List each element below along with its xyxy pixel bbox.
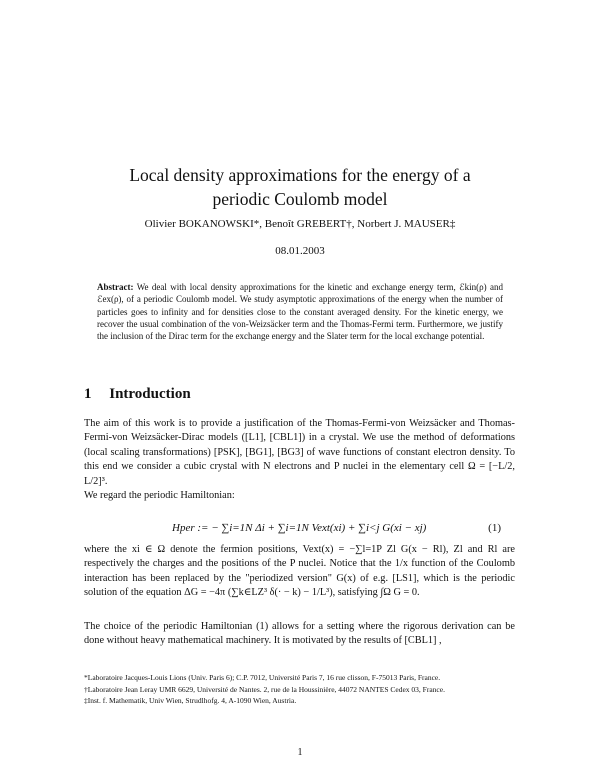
author-list: Olivier BOKANOWSKI*, Benoît GREBERT†, Norbert J. MAUSER‡: [144, 218, 456, 230]
page-number: 1: [297, 747, 303, 758]
footnote-3: ‡Inst. f. Mathematik, Univ Wien, Strudlhofg. 4, A-1090 Wien, Austria.: [84, 696, 297, 706]
footnote-1: *Laboratoire Jacques-Louis Lions (Univ. Paris 6); C.P. 7012, Université Paris 7, 16 rue clisson, F-75013 Paris, France.: [84, 673, 441, 682]
section-number: 1: [84, 386, 92, 402]
footnotes: [84, 673, 515, 708]
paragraph-hamiltonian-lead: We regard the periodic Hamiltonian:: [84, 490, 235, 501]
paper-date: 08.01.2003: [275, 245, 325, 257]
abstract-label: Abstract:: [97, 282, 134, 292]
paragraph-motivation: The choice of the periodic Hamiltonian (1) allows for a setting where the rigorous derivation can be done without heavy mathematical machinery. It is motivated by the results of [CBL1] ,: [84, 621, 515, 647]
abstract-text: We deal with local density approximations for the kinetic and exchange energy term, ℰkin(ρ) and ℰex(ρ), of a periodic Coulomb model. We study asymptotic approximations of the energy when the number of particles goes to infinity and for densities close to the constant averaged density. For the kinetic energy, we recover the usual combination of the von-Weizsäcker term and the Thomas-Fermi term. Furthermore, we justify the inclusion of the Dirac term for the exchange energy and the Slater term for the local exchange potential.: [97, 282, 504, 342]
paper-title: Local density approximations for the energy of a periodic Coulomb model: [129, 165, 471, 209]
paragraph-intro: The aim of this work is to provide a justification of the Thomas-Fermi-von Weizsäcker and Thomas-Fermi-von Weizsäcker-Dirac models ([L1], [CBL1]) in a crystal. We use the method of deformations (local scaling transformations) [PSK], [BG1], [BG3] of wave functions of constant electron density. To this end we consider a cubic crystal with N electrons and P nuclei in the elementary cell Ω = [−L/2, L/2]³.: [84, 418, 515, 487]
footnote-2: †Laboratoire Jean Leray UMR 6629, Université de Nantes. 2, rue de la Houssinière, 44072 NANTES Cedex 03, France.: [84, 684, 445, 694]
equation-hamiltonian: Hper := − ∑i=1N Δi + ∑i=1N Vext(xi) + ∑i<j G(xi − xj): [172, 522, 427, 534]
equation-number: (1): [488, 522, 501, 534]
section-heading: [84, 386, 191, 403]
abstract: [97, 281, 503, 342]
paragraph-definitions: where the xi ∈ Ω denote the fermion positions, Vext(x) = −∑l=1P Zl G(x − Rl), Zl and Rl are respectively the charges and the positions of the P nuclei. Notice that the 1/x function of the Coulomb interaction has been replaced by the "periodized version" G(x) of e.g. [LS1], which is the periodic solution of the equation ΔG = −4π (∑k∈LZ³ δ(· − k) − 1/L³), satisfying ∫Ω G = 0.: [84, 544, 515, 599]
section-title: Introduction: [109, 386, 191, 402]
